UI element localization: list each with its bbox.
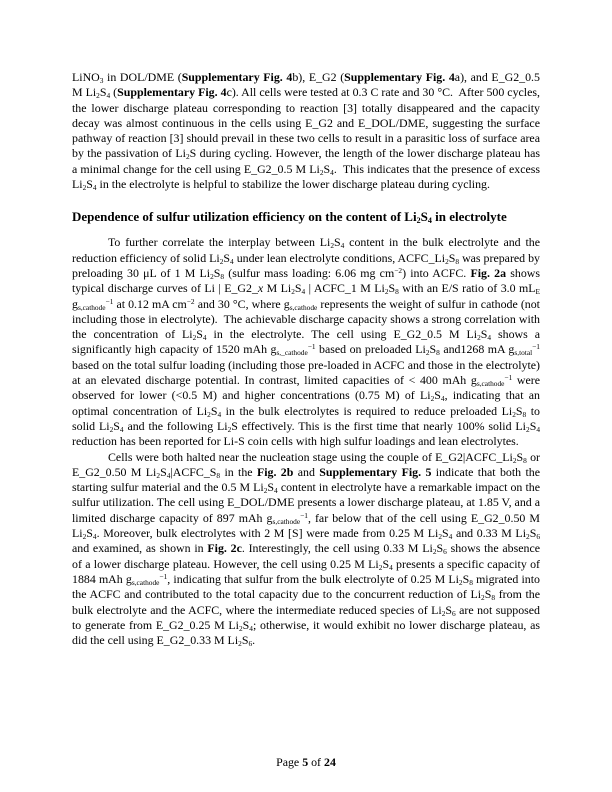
paragraph-sulfur-utilization: To further correlate the interplay between $Li_2S_4$ content in the bulk electrolyte and the reduction efficiency of solid $Li_2S_4$ under lean electrolyte conditions, $ACFC\_Li_2S_8$ was prepared by preloading 30 μL of 1 M $Li_2S_8$ (sulfur mass loading: 6.06 mg $cm^{-2}$) into ACFC. Fig. 2a shows typical discharge curves of Li | E_G2_x M $Li_2S_4$ | ACFC_1 M $Li_2S_8$ with an E/S ratio of 3.0 $mL_E$ $g_{s,cathode}^{-1}$ at 0.12 mA $cm^{-2}$ and 30 °C, where $g_{s,cathode}$ represents the weight of sulfur in cathode (not including those in electrolyte). The achievable discharge capacity shows a strong correlation with the concentration of $Li_2S_4$ in the electrolyte. The cell using E_G2_0.5 M $Li_2S_4$ shows a significantly high capacity of 1520 mAh $g_{s,\_cathode}^{-1}$ based on preloaded $Li_2S_8$ and1268 mA $g_{s,total}^{-1}$ based on the total sulfur loading (including those pre-loaded in ACFC and those in the electrolyte) at an elevated discharge potential. In contrast, limited capacities of < 400 mAh $g_{s,cathode}^{-1}$ were observed for lower (<0.5 M) and higher concentrations (0.75 M) of $Li_2S_4$, indicating that an optimal concentration of $Li_2S_4$ in the bulk electrolytes is required to reduce preloaded $Li_2S_8$ to solid $Li_2S_4$ and the following $Li_2S$ effectively. This is the first time that nearly 100% solid $Li_2S_4$ reduction has been reported for Li-S coin cells with high sulfur loadings and lean electrolytes. [72, 235, 543, 449]
paragraph-continuation: LiNO$_3$ in DOL/DME (Supplementary Fig. 4b), E_G2 (Supplementary Fig. 4a), and E_G2_0.5 M $Li_2S_4$ (Supplementary Fig. 4c). All cells were tested at 0.3 C rate and 30 °C. After 500 cycles, the lower discharge plateau corresponding to reaction [3] totally disappeared and the capacity decay was almost continuous in the cells using E_G2 and E_DOL/DME, suggesting the surface pathway of reaction [3] should prevail in these two cells to result in a parasitic loss of surface area by the passivation of $Li_2S$ during cycling. However, the length of the lower discharge plateau has a minimal change for the cell using E_G2_0.5 M $Li_2S_4$. This indicates that the presence of excess $Li_2S_4$ in the electrolyte is helpful to stabilize the lower discharge plateau during cycling. [72, 70, 543, 192]
page-number-footer: Page 5 of 24 [276, 755, 336, 769]
paragraph-halted-cells: Cells were both halted near the nucleation stage using the couple of $E\_G2|ACFC\_Li_2S_8$ or E_G2_0.50 M $Li_2S_4|ACFC\_S_8$ in the Fig. 2b and Supplementary Fig. 5 indicate that both the starting sulfur material and the 0.5 M $Li_2S_4$ content in electrolyte have a remarkable impact on the sulfur utilization. The cell using E_DOL/DME presents a lower discharge plateau, at 1.85 V, and a limited discharge capacity of 897 mAh $g_{s,cathode}^{-1}$, far below that of the cell using E_G2_0.50 M $Li_2S_4$. Moreover, bulk electrolytes with 2 M [S] were made from 0.25 M $Li_2S_4$ and 0.33 M $Li_2S_6$ and examined, as shown in Fig. 2c. Interestingly, the cell using 0.33 M $Li_2S_6$ shows the absence of a lower discharge plateau. However, the cell using 0.25 M $Li_2S_4$ presents a specific capacity of 1884 mAh $g_{s,cathode}^{-1}$, indicating that sulfur from the bulk electrolyte of 0.25 M $Li_2S_8$ migrated into the ACFC and contributed to the total capacity due to the concurrent reduction of $Li_2S_8$ from the bulk electrolyte and the ACFC, where the intermediate reduced species of $Li_2S_6$ are not supposed to generate from E_G2_0.25 M $Li_2S_4$; otherwise, it would exhibit no lower discharge plateau, as did the cell using E_G2_0.33 M $Li_2S_6$. [72, 449, 543, 648]
section-heading: Dependence of sulfur utilization efficiency on the content of $Li_2S_4$ in electrolyte [72, 209, 507, 226]
